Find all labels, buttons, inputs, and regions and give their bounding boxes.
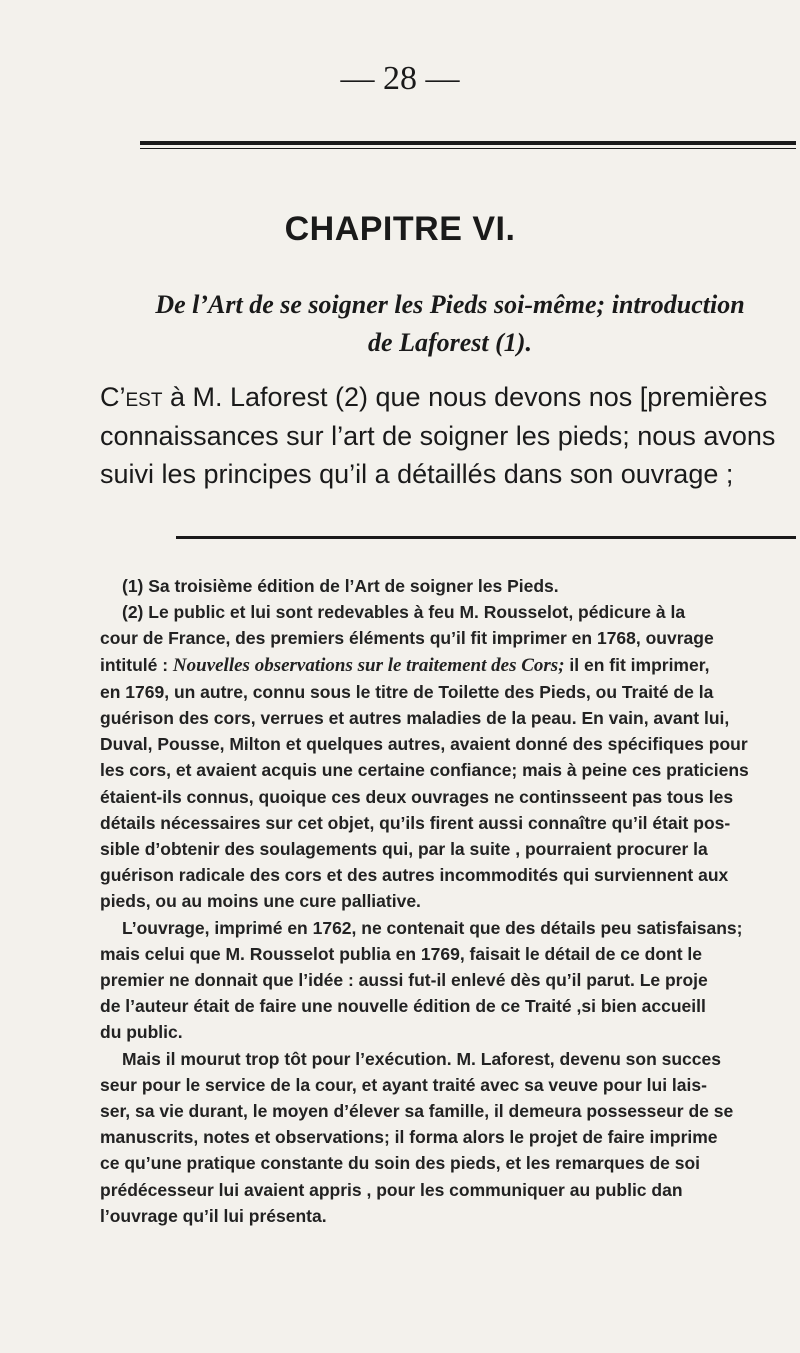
footnote-line: de l’auteur était de faire une nouvelle édition de ce Traité ,si bien accueill — [100, 996, 706, 1017]
footnotes — [100, 573, 800, 1229]
footnote-line: ser, sa vie durant, le moyen d’élever sa famille, il demeura possesseur de se — [100, 1101, 734, 1122]
footnote-line: prédécesseur lui avaient appris , pour les communiquer au public dan — [100, 1179, 683, 1200]
footnote-line: pieds, ou au moins une cure palliative. — [100, 891, 421, 912]
page-number: — 28 — — [340, 60, 460, 97]
footnote-line: (1) Sa troisième édition de l’Art de soigner les Pieds. — [122, 576, 559, 596]
body-paragraph — [100, 378, 798, 494]
first-word: C’est — [100, 382, 163, 412]
footnote-line: Duval, Pousse, Milton et quelques autres, avaient donné des spécifiques pour — [100, 734, 748, 755]
footnote-line: étaient-ils connus, quoique ces deux ouvrages ne continsseent pas tous les — [100, 786, 734, 807]
footnote-line — [100, 652, 800, 679]
footnote-line: L’ouvrage, imprimé en 1762, ne contenait que des détails peu satisfaisans; — [122, 917, 743, 938]
footnote-line: seur pour le service de la cour, et ayant traité avec sa veuve pour lui lais- — [100, 1074, 707, 1095]
footnote-line: l’ouvrage qu’il lui présenta. — [100, 1205, 327, 1226]
subtitle-line: De l’Art de se soigner les Pieds soi-même; introduction — [155, 290, 745, 319]
header-rule — [140, 141, 796, 149]
chapter-title: CHAPITRE VI. — [284, 210, 516, 248]
footnote-line: cour de France, des premiers éléments qu’il fit imprimer en 1768, ouvrage — [100, 628, 714, 649]
footnote-line: premier ne donnait que l’idée : aussi fut-il enlevé dès qu’il parut. Le proje — [100, 970, 708, 991]
footnote-line: sible d’obtenir des soulagements qui, par la suite , pourraient procurer la — [100, 839, 708, 860]
body-line: suivi les principes qu’il a détaillés dans son ouvrage ; — [100, 459, 734, 489]
footnote-line: en 1769, un autre, connu sous le titre de Toilette des Pieds, ou Traité de la — [100, 681, 714, 702]
chapter-subtitle — [100, 286, 800, 362]
footnote-line: guérison radicale des cors et des autres incommodités qui surviennent aux — [100, 865, 729, 886]
body-line: connaissances sur l’art de soigner les pieds; nous avons — [100, 420, 776, 451]
body-line — [100, 378, 798, 417]
footnote-line: mais celui que M. Rousselot publia en 1769, faisait le détail de ce dont le — [100, 943, 702, 964]
footnote-line: détails nécessaires sur cet objet, qu’ils firent aussi connaître qu’il était pos- — [100, 812, 731, 833]
footnote-line: ce qu’une pratique constante du soin des pieds, et les remarques de soi — [100, 1153, 701, 1174]
subtitle-line: de Laforest (1). — [368, 328, 532, 357]
footnote-line: les cors, et avaient acquis une certaine confiance; mais à peine ces praticiens — [100, 760, 749, 781]
footnote-line: Mais il mourut trop tôt pour l’exécution. M. Laforest, devenu son succes — [122, 1048, 721, 1069]
footnote-line: manuscrits, notes et observations; il forma alors le projet de faire imprime — [100, 1127, 718, 1148]
footnote-text: intitulé : — [100, 654, 173, 675]
footnote-line: guérison des cors, verrues et autres maladies de la peau. En vain, avant lui, — [100, 708, 730, 729]
footnote-text: il en fit imprimer, — [564, 654, 710, 675]
footnote-separator — [176, 536, 796, 539]
body-line-text: à M. Laforest (2) que nous devons nos [premières — [162, 382, 768, 412]
footnote-line: (2) Le public et lui sont redevables à feu M. Rousselot, pédicure à la — [122, 602, 686, 623]
footnote-line: du public. — [100, 1022, 183, 1043]
footnote-italic-title: Nouvelles observations sur le traitement des Cors; — [172, 654, 565, 676]
